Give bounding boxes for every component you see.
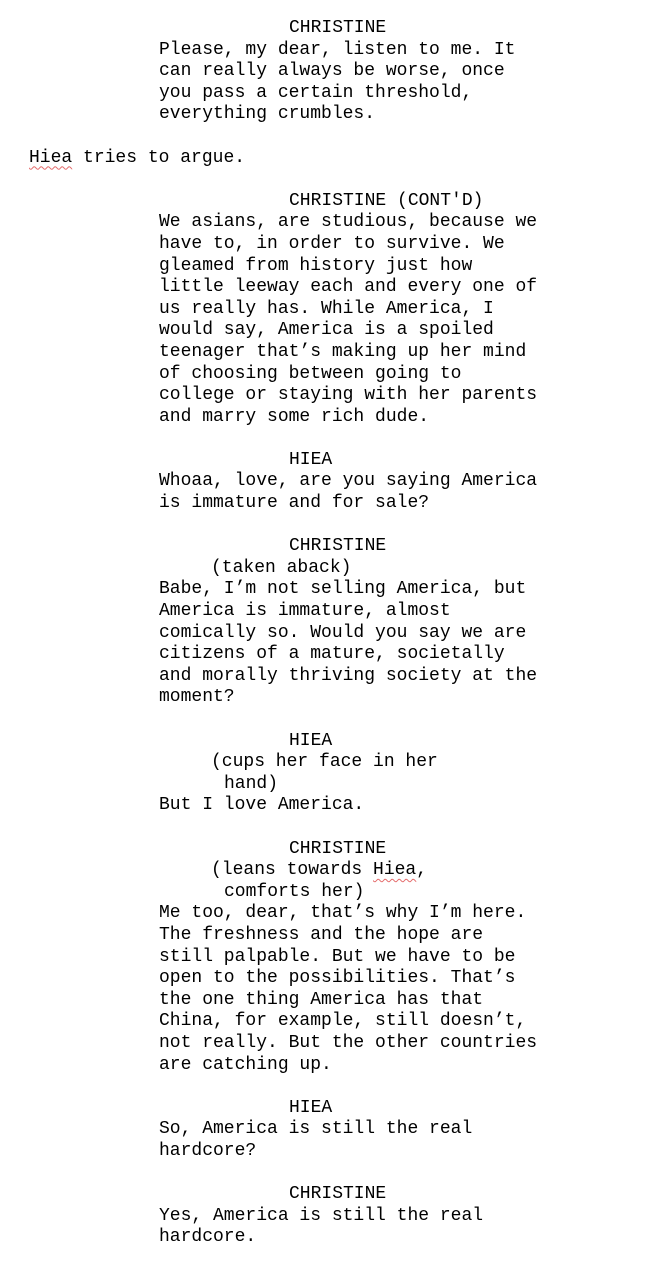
character-name: CHRISTINE (CONT'D) <box>289 190 484 211</box>
dialogue-block <box>0 536 658 709</box>
dialogue-block <box>0 1184 658 1249</box>
parenthetical: (taken aback) <box>211 557 352 578</box>
character-name: CHRISTINE <box>289 838 387 859</box>
dialogue-block <box>0 450 658 515</box>
dialogue-block <box>0 1098 658 1163</box>
action-line <box>0 148 658 170</box>
character-name: CHRISTINE <box>289 1184 387 1205</box>
dialogue-line: moment? <box>159 687 235 708</box>
misspelled-word[interactable]: Hiea <box>29 147 73 168</box>
dialogue-line: and morally thriving society at the <box>159 665 538 686</box>
parenthetical: (cups her face in her <box>211 752 438 773</box>
dialogue-line: We asians, are studious, because we <box>159 212 538 233</box>
dialogue-line: China, for example, still doesn’t, <box>159 1011 527 1032</box>
misspelled-word[interactable]: Hiea <box>373 860 417 881</box>
dialogue-block <box>0 18 658 126</box>
dialogue-line: everything crumbles. <box>159 104 376 125</box>
dialogue-line: and marry some rich dude. <box>159 406 430 427</box>
dialogue-block <box>0 191 658 429</box>
dialogue-line: would say, America is a spoiled <box>159 320 494 341</box>
dialogue-line: So, America is still the real <box>159 1119 473 1140</box>
character-name: HIEA <box>289 1097 333 1118</box>
dialogue-line: have to, in order to survive. We <box>159 233 505 254</box>
dialogue-block <box>0 839 658 1077</box>
dialogue-line: the one thing America has that <box>159 989 484 1010</box>
parenthetical-text: , <box>416 860 428 881</box>
dialogue-line: citizens of a mature, societally <box>159 644 505 665</box>
dialogue-line: college or staying with her parents <box>159 385 538 406</box>
script-body <box>0 18 658 1270</box>
dialogue-line: Yes, America is still the real <box>159 1205 484 1226</box>
parenthetical: comforts her) <box>224 881 365 902</box>
dialogue-line: hardcore. <box>159 1227 257 1248</box>
dialogue-line: comically so. Would you say we are <box>159 622 527 643</box>
dialogue-line: Babe, I’m not selling America, but <box>159 579 527 600</box>
dialogue-line: you pass a certain threshold, <box>159 82 473 103</box>
parenthetical-text: (leans towards <box>211 860 374 881</box>
dialogue-line: The freshness and the hope are <box>159 924 484 945</box>
dialogue-line: are catching up. <box>159 1054 332 1075</box>
dialogue-line: hardcore? <box>159 1140 257 1161</box>
dialogue-line: gleamed from history just how <box>159 255 473 276</box>
dialogue-line: not really. But the other countries <box>159 1032 538 1053</box>
dialogue-line: us really has. While America, I <box>159 298 494 319</box>
action-text: tries to argue. <box>72 147 246 168</box>
dialogue-line: America is immature, almost <box>159 601 451 622</box>
dialogue-line: teenager that’s making up her mind <box>159 341 527 362</box>
dialogue-line: of choosing between going to <box>159 363 462 384</box>
dialogue-line: Please, my dear, listen to me. It <box>159 39 516 60</box>
character-name: HIEA <box>289 730 333 751</box>
action-block <box>0 148 658 170</box>
dialogue-line: is immature and for sale? <box>159 493 430 514</box>
dialogue-line: can really always be worse, once <box>159 61 505 82</box>
dialogue-line: Whoaa, love, are you saying America <box>159 471 538 492</box>
dialogue-line: Me too, dear, that’s why I’m here. <box>159 903 527 924</box>
character-name: CHRISTINE <box>289 18 387 38</box>
parenthetical: hand) <box>224 773 279 794</box>
dialogue-line: still palpable. But we have to be <box>159 946 516 967</box>
character-name: CHRISTINE <box>289 536 387 557</box>
dialogue-line: open to the possibilities. That’s <box>159 968 516 989</box>
character-name: HIEA <box>289 449 333 470</box>
dialogue-line: little leeway each and every one of <box>159 277 538 298</box>
parenthetical <box>0 860 658 882</box>
dialogue-block <box>0 731 658 817</box>
dialogue-line: But I love America. <box>159 795 365 816</box>
